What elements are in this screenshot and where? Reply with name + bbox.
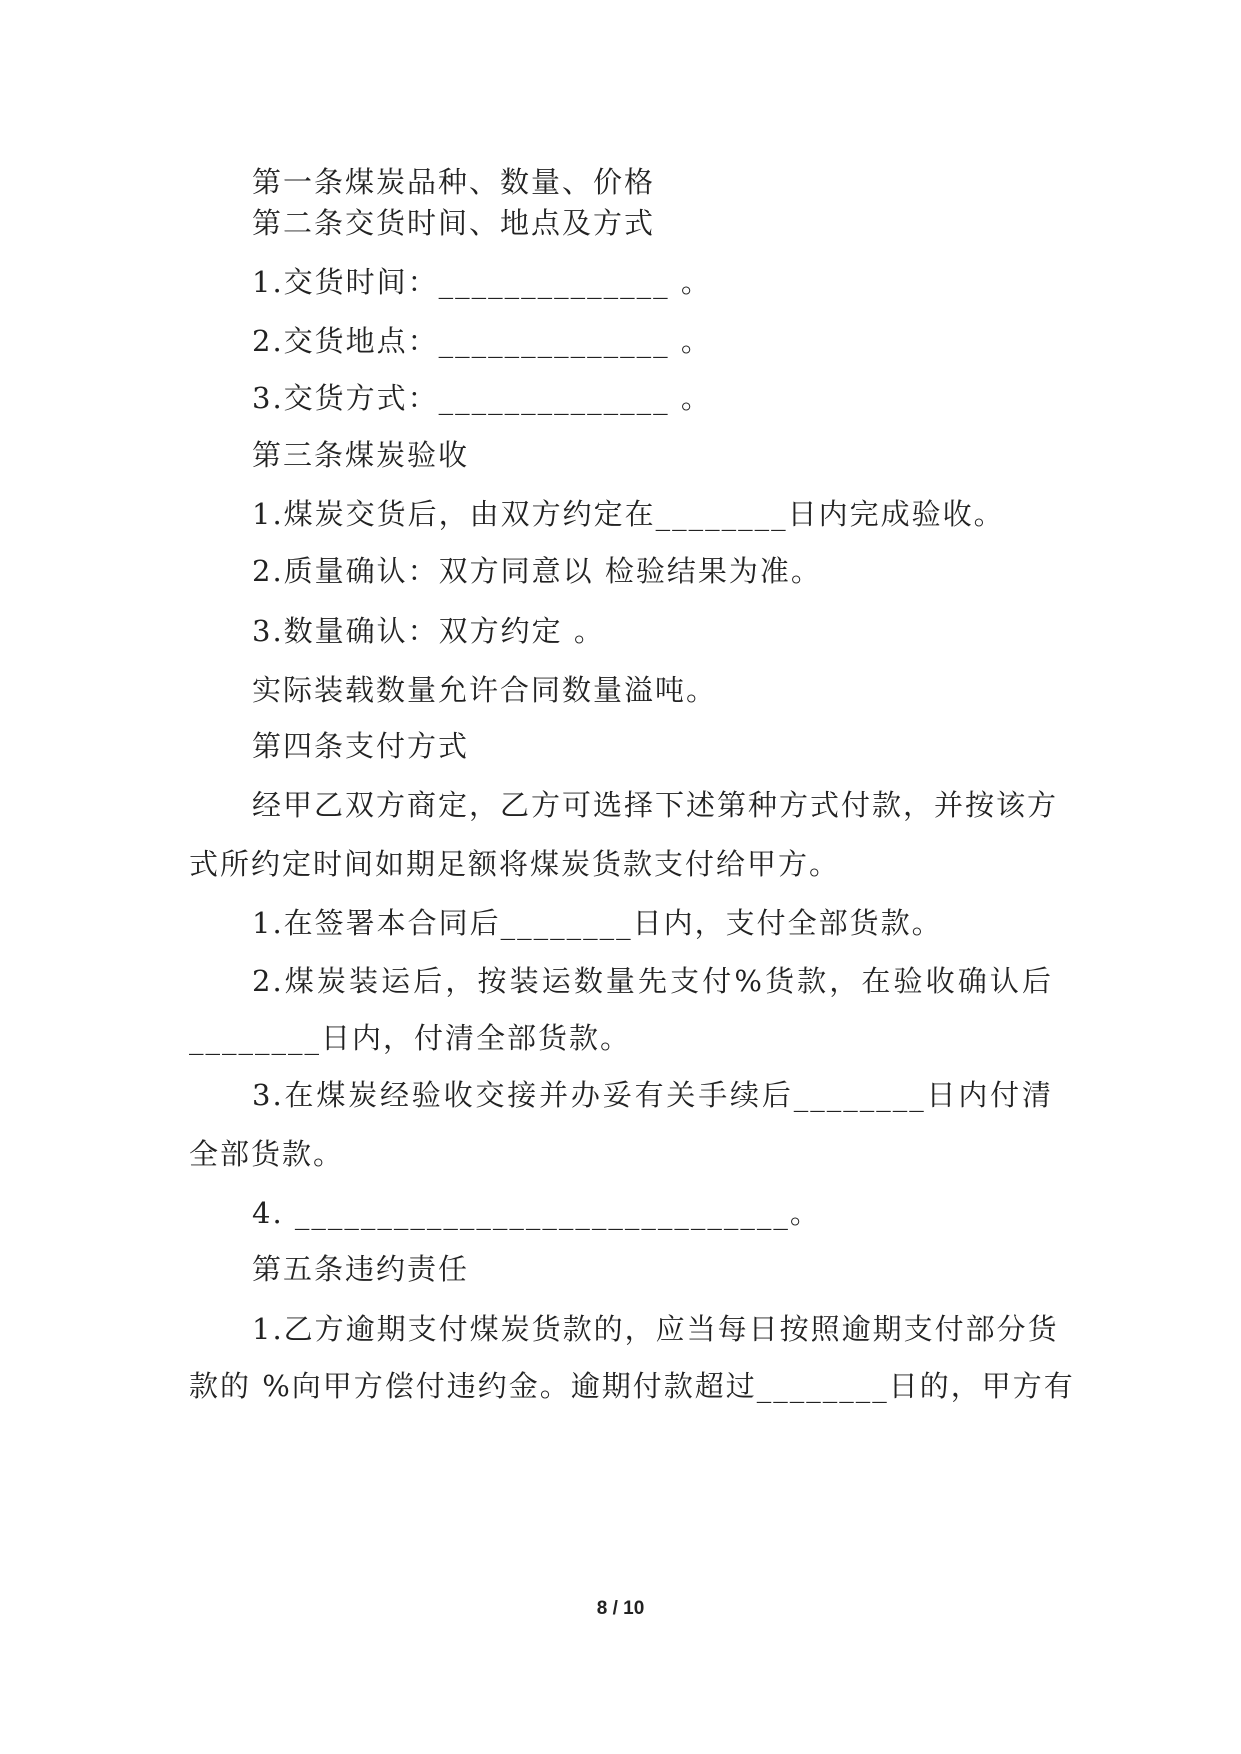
clause-overload-allowance: 实际装载数量允许合同数量溢吨。 [252,673,718,707]
clause-delivery-time: 1.交货时间：______________ 。 [252,265,712,299]
payment-option-1: 1.在签署本合同后________日内，支付全部货款。 [252,906,943,940]
payment-intro-line-1: 经甲乙双方商定，乙方可选择下述第种方式付款，并按该方 [252,788,1059,822]
payment-option-2-line-2: ________日内，付清全部货款。 [189,1021,632,1055]
payment-option-3-line-2: 全部货款。 [189,1137,345,1171]
clause-acceptance-period: 1.煤炭交货后，由双方约定在________日内完成验收。 [252,497,1005,531]
article-heading-4: 第四条支付方式 [252,729,470,763]
payment-option-2-line-1: 2.煤炭装运后，按装运数量先支付%货款，在验收确认后 [252,964,1053,998]
page-number: 8 / 10 [596,1598,645,1619]
payment-intro-line-2: 式所约定时间如期足额将煤炭货款支付给甲方。 [189,847,841,881]
article-heading-1: 第一条煤炭品种、数量、价格 [252,165,656,199]
breach-clause-line-2: 款的 %向甲方偿付违约金。逾期付款超过________日的，甲方有 [189,1369,1075,1403]
payment-option-3-line-1: 3.在煤炭经验收交接并办妥有关手续后________日内付清 [252,1078,1053,1112]
article-heading-5: 第五条违约责任 [252,1252,470,1286]
clause-delivery-method: 3.交货方式：______________ 。 [252,381,712,415]
article-heading-2: 第二条交货时间、地点及方式 [252,206,656,240]
breach-clause-line-1: 1.乙方逾期支付煤炭货款的，应当每日按照逾期支付部分货 [252,1312,1059,1346]
clause-quantity-confirmation: 3.数量确认：双方约定 。 [252,614,605,648]
clause-delivery-place: 2.交货地点：______________ 。 [252,324,712,358]
payment-option-4: 4. ______________________________。 [252,1196,821,1230]
article-heading-3: 第三条煤炭验收 [252,438,470,472]
clause-quality-confirmation: 2.质量确认：双方同意以 检验结果为准。 [252,554,822,588]
